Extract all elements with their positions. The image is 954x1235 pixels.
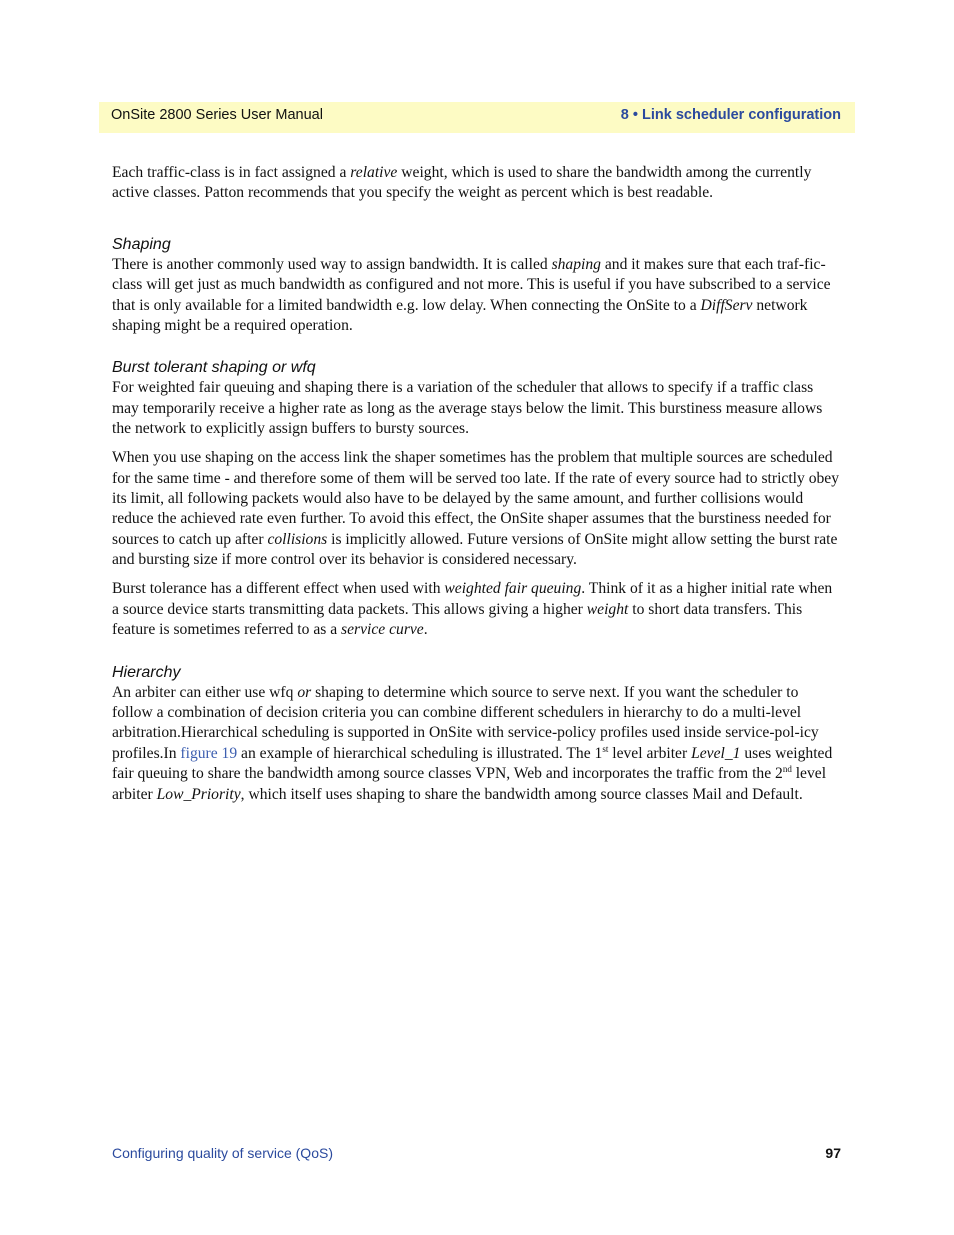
emphasis-weight: weight (586, 600, 629, 618)
shaping-heading: Shaping (112, 235, 171, 253)
hierarchy-heading: Hierarchy (112, 663, 181, 681)
emphasis-relative: relative (350, 164, 398, 181)
page-number: 97 (825, 1145, 841, 1161)
chapter-title: 8 • Link scheduler configuration (620, 107, 841, 123)
text-run: an example of hierarchical scheduling is illustrated. The 1 (237, 744, 603, 762)
shaping-section (112, 234, 840, 337)
burst-paragraph-1: For weighted fair queuing and shaping there is a variation of the scheduler that allows to specify if a traffic class may temporarily receive a higher rate as long as the average stays below the limit. This burstiness measure allows the network to explicitly assign buffers to bursty sources. (112, 379, 823, 438)
text-run: When you use shaping on the access link the shaper sometimes has the problem that multiple sources are scheduled for the same time - and therefore some of them will be served too late. If the rate of every source had to strictly obey its limit, all following packets would also have to be delayed by the same amount, and further collisions would reduce the achieved rate even further. To avoid this effect, the OnSite shaper assumes that the burstiness needed for sources to catch up after (112, 449, 840, 548)
emphasis-level-1: Level_1 (691, 744, 741, 762)
emphasis-diffserv: DiffServ (700, 296, 753, 314)
page-body (112, 163, 840, 826)
manual-title: OnSite 2800 Series User Manual (111, 107, 323, 123)
emphasis-service-curve: service curve (341, 621, 424, 639)
text-run: . Think of it as a higher initial rate when a source device starts transmitting data packets. This allows giving a higher (112, 580, 833, 618)
emphasis-low-priority: Low_Priority (156, 785, 241, 803)
burst-paragraph-2 (112, 448, 840, 570)
text-run: , which itself uses shaping to share the bandwidth among source classes Mail and Default. (240, 785, 803, 803)
text-run: weight, which is used to share the bandwidth among the currently active classes. Patton recommends that you specify the weight as percent which is best readable. (112, 164, 812, 202)
text-run: There is another commonly used way to assign bandwidth. It is called (112, 255, 552, 273)
burst-section (112, 357, 840, 640)
text-run: shaping to determine which source to serve next. If you want the scheduler to follow a combination of decision criteria you can combine different schedulers in hierarchy to do a multi-level arbitration.Hierarchical scheduling is supported in OnSite with service-policy profiles used inside service-pol-icy profiles.In (112, 683, 819, 762)
text-run: and it makes sure that each traf-fic-class will get just as much bandwidth as configured and not more. This is useful if you have subscribed to a service that is only available for a limited bandwidth e.g. low delay. When connecting the OnSite to a (112, 255, 831, 314)
text-run: uses weighted fair queuing to share the bandwidth among source classes VPN, Web and incorporates the traffic from the 2 (112, 744, 833, 783)
hierarchy-section (112, 662, 840, 805)
text-run: is implicitly allowed. Future versions of OnSite might allow setting the burst rate and bursting size if more control over its behavior is considered necessary. (112, 530, 838, 569)
text-run: level arbiter (112, 765, 827, 803)
text-run: level arbiter (608, 744, 692, 762)
text-run: . (423, 621, 428, 639)
intro-section (112, 163, 840, 204)
shaping-paragraph (112, 255, 840, 337)
text-run: Burst tolerance has a different effect when used with (112, 580, 445, 598)
running-header (99, 102, 855, 133)
emphasis-collisions: collisions (267, 530, 328, 548)
intro-paragraph (112, 163, 840, 204)
ordinal-superscript: nd (782, 763, 792, 774)
hierarchy-paragraph (112, 683, 840, 805)
text-run: An arbiter can either use wfq (112, 683, 298, 701)
ordinal-superscript: st (602, 743, 609, 754)
emphasis-or: or (297, 683, 312, 701)
emphasis-shaping: shaping (551, 255, 601, 273)
text-run: to short data transfers. This feature is sometimes referred to as a (112, 600, 803, 639)
burst-heading: Burst tolerant shaping or wfq (112, 359, 316, 377)
footer-section-title: Configuring quality of service (QoS) (112, 1145, 333, 1161)
figure-19-link[interactable]: figure 19 (180, 744, 238, 762)
text-run: Each traffic-class is in fact assigned a (112, 164, 351, 181)
emphasis-wfq: weighted fair queuing (444, 580, 582, 598)
burst-paragraph-3 (112, 579, 840, 640)
text-run: network shaping might be a required operation. (112, 296, 808, 335)
